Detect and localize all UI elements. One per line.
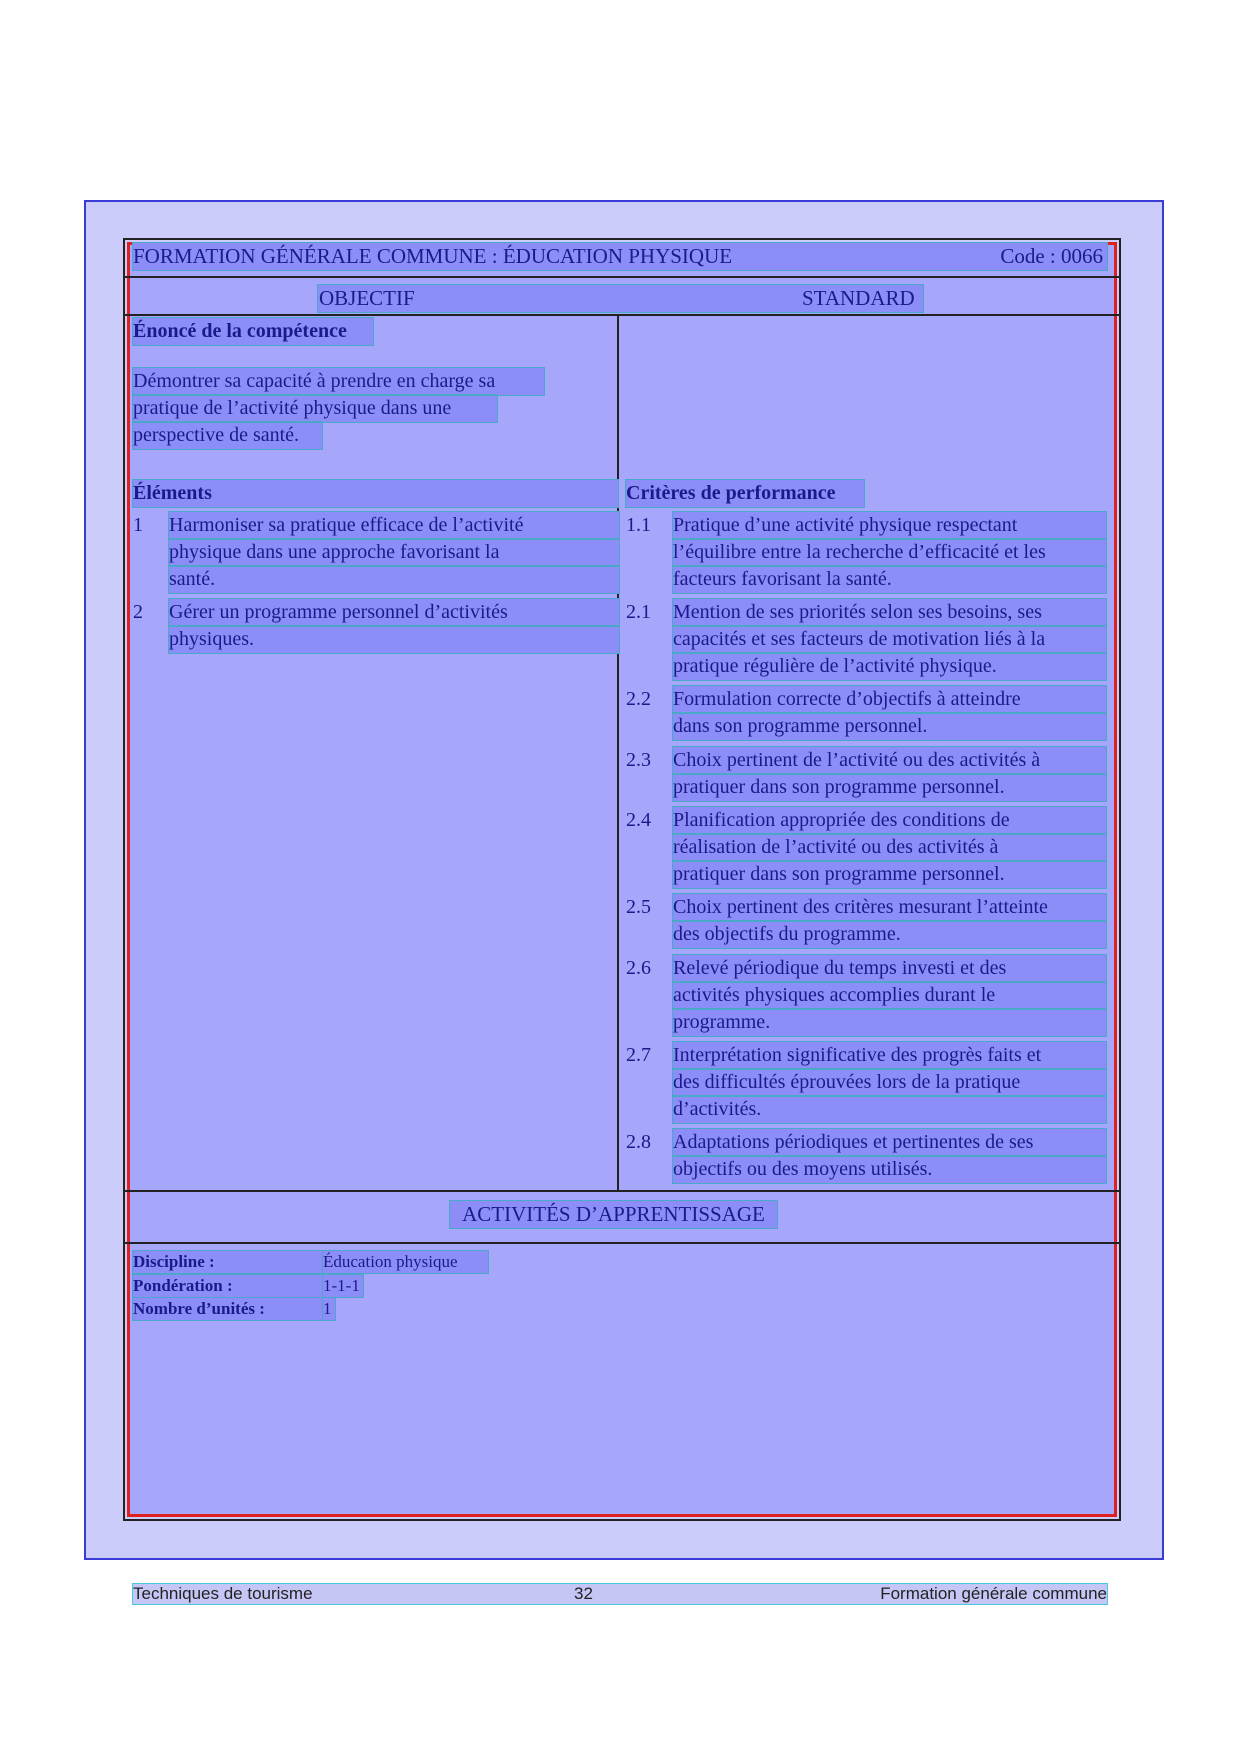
- criterion-number: 2.1: [626, 601, 651, 623]
- footer-program: Techniques de tourisme: [133, 1584, 313, 1603]
- footer-page-number: 32: [574, 1584, 593, 1603]
- criterion-line: pratiquer dans son programme personnel.: [673, 861, 1106, 888]
- competence-line: pratique de l’activité physique dans une: [133, 395, 497, 422]
- criterion-line: activités physiques accomplies durant le: [673, 982, 1106, 1009]
- column-header-objectif: OBJECTIF: [319, 286, 415, 310]
- criterion-number: 1.1: [626, 514, 651, 536]
- page-footer: [133, 1584, 1107, 1604]
- criterion-number: 2.5: [626, 896, 651, 918]
- criterion-number: 2.7: [626, 1044, 651, 1066]
- criterion-line: pratique régulière de l’activité physique.: [673, 653, 1106, 680]
- competence-heading: Énoncé de la compétence: [133, 318, 373, 345]
- divider: [125, 314, 1119, 316]
- divider: [125, 276, 1119, 278]
- elements-heading: [133, 480, 618, 507]
- criterion-line: Choix pertinent de l’activité ou des activités à: [673, 747, 1106, 774]
- element-line: Harmoniser sa pratique efficace de l’activité: [169, 512, 619, 539]
- elements-heading-text: Éléments: [133, 482, 212, 504]
- criterion-line: pratiquer dans son programme personnel.: [673, 774, 1106, 801]
- field-value: 1: [323, 1298, 335, 1320]
- field-label: Discipline :: [133, 1251, 323, 1273]
- competence-text: [133, 368, 544, 449]
- column-header-standard: STANDARD: [802, 286, 915, 310]
- criterion-line: Adaptations périodiques et pertinentes de ses: [673, 1129, 1106, 1156]
- criterion-line: Formulation correcte d’objectifs à atteindre: [673, 686, 1106, 713]
- criterion-line: d’activités.: [673, 1096, 1106, 1123]
- criterion-number: 2.8: [626, 1131, 651, 1153]
- criterion-number: 2.6: [626, 957, 651, 979]
- divider: [125, 1190, 1119, 1192]
- criterion-line: l’équilibre entre la recherche d’efficacité et les: [673, 539, 1106, 566]
- element-number: 2: [133, 601, 143, 623]
- activities-heading: ACTIVITÉS D’APPRENTISSAGE: [450, 1201, 777, 1228]
- criterion-line: Relevé périodique du temps investi et des: [673, 955, 1106, 982]
- criterion-line: des objectifs du programme.: [673, 921, 1106, 948]
- field-label: Nombre d’unités :: [133, 1298, 323, 1320]
- criterion-line: dans son programme personnel.: [673, 713, 1106, 740]
- criterion-line: Planification appropriée des conditions de: [673, 807, 1106, 834]
- criterion-line: objectifs ou des moyens utilisés.: [673, 1156, 1106, 1183]
- criterion-line: des difficultés éprouvées lors de la pratique: [673, 1069, 1106, 1096]
- sheet-title: [133, 243, 1107, 270]
- criterion-number: 2.4: [626, 809, 651, 831]
- field-value: 1-1-1: [323, 1275, 363, 1297]
- criterion-number: 2.2: [626, 688, 651, 710]
- element-line: physiques.: [169, 626, 619, 653]
- column-divider: [617, 314, 619, 1190]
- criterion-line: Pratique d’une activité physique respectant: [673, 512, 1106, 539]
- competence-line: perspective de santé.: [133, 422, 322, 449]
- criterion-line: Choix pertinent des critères mesurant l’atteinte: [673, 894, 1106, 921]
- divider: [125, 1242, 1119, 1244]
- criterion-line: facteurs favorisant la santé.: [673, 566, 1106, 593]
- element-line: santé.: [169, 566, 619, 593]
- competence-line: Démontrer sa capacité à prendre en charge sa: [133, 368, 544, 395]
- criterion-line: programme.: [673, 1009, 1106, 1036]
- criterion-line: réalisation de l’activité ou des activités à: [673, 834, 1106, 861]
- criteria-heading: Critères de performance: [626, 480, 864, 507]
- field-value: Éducation physique: [323, 1251, 488, 1273]
- element-number: 1: [133, 514, 143, 536]
- sheet-code: Code : 0066: [1000, 244, 1103, 268]
- criterion-line: capacités et ses facteurs de motivation liés à la: [673, 626, 1106, 653]
- footer-section: Formation générale commune: [880, 1584, 1107, 1603]
- sheet-title-text: FORMATION GÉNÉRALE COMMUNE : ÉDUCATION PHYSIQUE: [133, 244, 733, 268]
- criterion-number: 2.3: [626, 749, 651, 771]
- criterion-line: Interprétation significative des progrès faits et: [673, 1042, 1106, 1069]
- element-line: physique dans une approche favorisant la: [169, 539, 619, 566]
- element-line: Gérer un programme personnel d’activités: [169, 599, 619, 626]
- criterion-line: Mention de ses priorités selon ses besoins, ses: [673, 599, 1106, 626]
- column-header-bar: [318, 285, 923, 312]
- field-label: Pondération :: [133, 1275, 323, 1297]
